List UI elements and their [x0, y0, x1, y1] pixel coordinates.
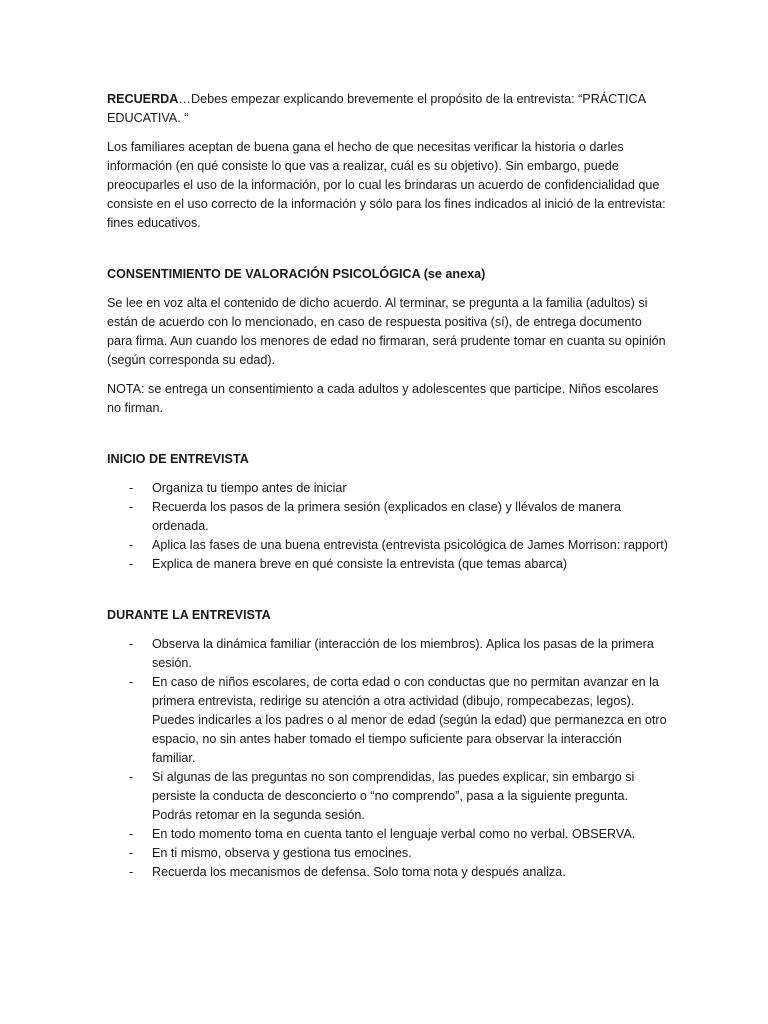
dash-bullet: -	[129, 538, 134, 552]
list-item	[107, 536, 668, 555]
intro-reminder-lead: RECUERDA	[107, 92, 179, 106]
durante-heading: DURANTE LA ENTREVISTA	[107, 608, 271, 622]
intro-reminder	[107, 90, 668, 128]
section-spacer	[107, 584, 668, 606]
section-spacer	[107, 243, 668, 265]
consent-heading: CONSENTIMIENTO DE VALORACIÓN PSICOLÓGICA (se anexa)	[107, 267, 486, 281]
list-item-text: Recuerda los pasos de la primera sesión (explicados en clase) y llévalos de manera ordenada.	[152, 500, 622, 533]
dash-bullet: -	[129, 500, 134, 514]
list-item-text: Recuerda los mecanismos de defensa. Solo toma nota y después analiza.	[152, 865, 566, 879]
list-item-text: Observa la dinámica familiar (interacción de los miembros). Aplica los pasas de la primera sesión.	[152, 637, 654, 670]
list-item	[107, 498, 668, 536]
intro-paragraph: Los familiares aceptan de buena gana el hecho de que necesitas verificar la historia o darles información (en qué consiste lo que vas a realizar, cuál es su objetivo). Sin embargo, puede preocuparles el uso de la información, por lo cual les brindaras un acuerdo de confidencialidad que consiste en el uso correcto de la información y sólo para los fines indicados al inició de la entrevista: fines educativos.	[107, 140, 666, 230]
dash-bullet: -	[129, 827, 134, 841]
list-item	[107, 479, 668, 498]
dash-bullet: -	[129, 637, 134, 651]
list-item-text: En ti mismo, observa y gestiona tus emocines.	[152, 846, 412, 860]
list-item	[107, 555, 668, 574]
consent-note: NOTA: se entrega un consentimiento a cada adultos y adolescentes que participe. Niños escolares no firman.	[107, 382, 659, 415]
consent-paragraph: Se lee en voz alta el contenido de dicho acuerdo. Al terminar, se pregunta a la familia (adultos) si están de acuerdo con lo mencionado, en caso de respuesta positiva (sí), de entrega documento para firma. Aun cuando los menores de edad no firmaran, será prudente tomar en cuanta su opinión (según corresponda su edad).	[107, 296, 666, 367]
list-item	[107, 635, 668, 673]
list-item	[107, 844, 668, 863]
list-item-text: Explica de manera breve en qué consiste la entrevista (que temas abarca)	[152, 557, 568, 571]
list-item-text: Si algunas de las preguntas no son comprendidas, las puedes explicar, sin embargo si persiste la conducta de desconcierto o “no comprendo”, pasa a la siguiente pregunta. Podrás retomar en la segunda sesión.	[152, 770, 635, 822]
dash-bullet: -	[129, 770, 134, 784]
dash-bullet: -	[129, 675, 134, 689]
durante-list	[107, 635, 668, 882]
dash-bullet: -	[129, 481, 134, 495]
intro-reminder-text: …Debes empezar explicando brevemente el propósito de la entrevista: “PRÁCTICA EDUCATIVA. “	[107, 92, 646, 125]
dash-bullet: -	[129, 557, 134, 571]
list-item-text: En todo momento toma en cuenta tanto el lenguaje verbal como no verbal. OBSERVA.	[152, 827, 636, 841]
list-item-text: Organiza tu tiempo antes de iniciar	[152, 481, 347, 495]
list-item-text: En caso de niños escolares, de corta edad o con conductas que no permitan avanzar en la primera entrevista, redirige su atención a otra actividad (dibujo, rompecabezas, legos). Puedes indicarles a los padres o al menor de edad (según la edad) que permanezca en otro espacio, no sin antes haber tomado el tiempo suficiente para observar la interacción familiar.	[152, 675, 667, 765]
list-item	[107, 825, 668, 844]
list-item	[107, 673, 668, 768]
list-item	[107, 768, 668, 825]
list-item-text: Aplica las fases de una buena entrevista (entrevista psicológica de James Morrison: rapport)	[152, 538, 668, 552]
dash-bullet: -	[129, 865, 134, 879]
dash-bullet: -	[129, 846, 134, 860]
inicio-heading: INICIO DE ENTREVISTA	[107, 452, 249, 466]
list-item	[107, 863, 668, 882]
inicio-list	[107, 479, 668, 574]
section-spacer	[107, 428, 668, 450]
